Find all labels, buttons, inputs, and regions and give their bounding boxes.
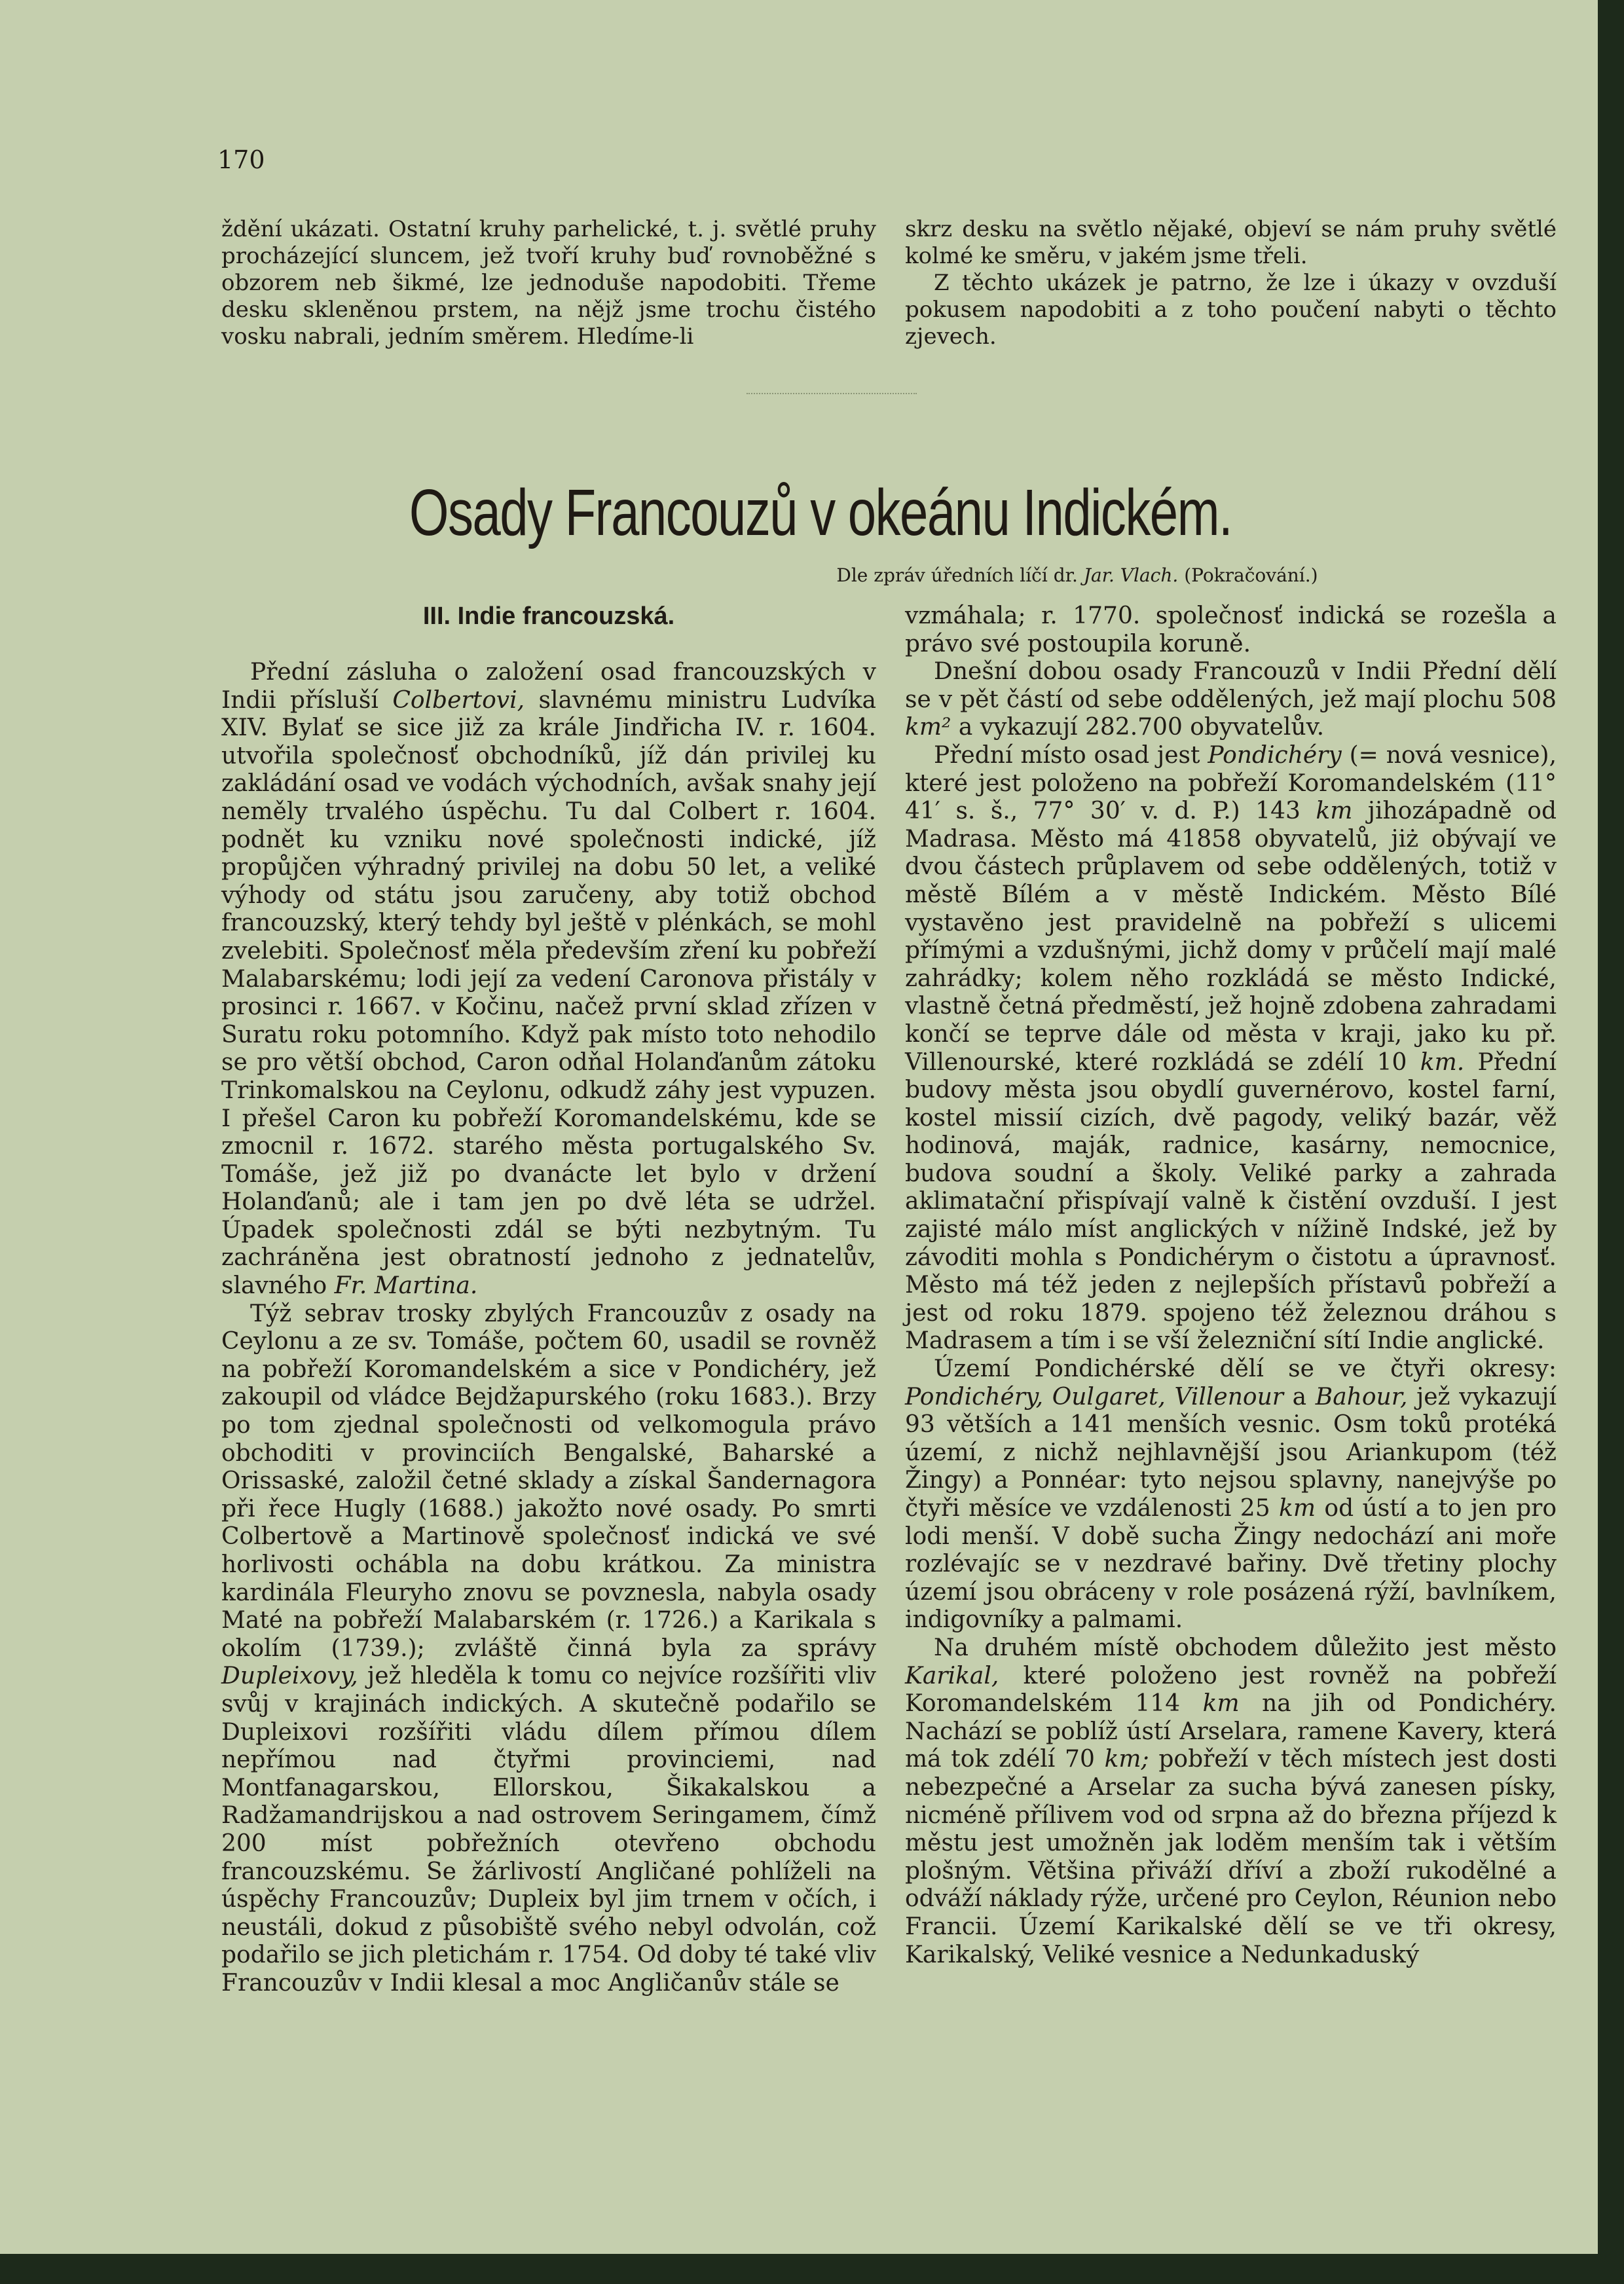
text-run: od ústí a to jen pro lodi menší. V době sucha Žingy nedochází ani moře rozlévajíc se v nezdravé bařiny. Dvě třetiny plochy území jsou obráceny v role posázená rýží, bavlníkem, indigovníky a palmami.: [905, 1495, 1557, 1634]
name-emphasis: Villenour: [1174, 1383, 1283, 1410]
right-column: [905, 602, 1557, 1969]
unit: km: [1279, 1495, 1316, 1522]
paragraph: [905, 1634, 1557, 1969]
byline-author: Jar. Vlach.: [1083, 564, 1179, 586]
name-emphasis: Pondichéry: [1208, 741, 1342, 769]
left-column: [221, 659, 876, 1998]
unit: km: [1202, 1690, 1240, 1718]
name-emphasis: Karikal,: [905, 1662, 999, 1689]
paragraph: vzmáhala; r. 1770. společnosť indická se rozešla a právo své postoupila koruně.: [905, 602, 1557, 657]
text-run: a: [1292, 1383, 1307, 1410]
paragraph: [221, 1300, 876, 1998]
paragraph: ždění ukázati. Ostatní kruhy parhelické, t. j. světlé pruhy procházející sluncem, jež tvoří kruhy buď rovnoběžné s obzorem neb šikmé, lze jednoduše napodobiti. Třeme desku skleněnou prstem, na nějž jsme trochu čistého vosku nabrali, jedním směrem. Hledíme-li: [221, 216, 876, 350]
name-emphasis: Colbertovi,: [392, 686, 525, 714]
text-run: Přední budovy města jsou obydlí guvernérovo, kostel farní, kostel missií cizích, dvě pagody, veliký bazár, věž hodinová, maják, radnice, kasárny, nemocnice, budova soudní a školy. Veliké parky a zahrada aklimatační přispívají valně k čistění ovzduší. I jest zajisté málo míst anglických v nížině Indské, jež by závoditi mohla s Pondichérym o čistotu a úpravnosť. Město má též jeden z nejlepších přístavů pobřeží a jest od roku 1879. spojeno též železnou dráhou s Madrasem a tím i se vší železniční sítí Indie anglické.: [905, 1048, 1557, 1355]
text-run: (= nová vesnice), které jest položeno na pobřeží Koromandelském (11° 41′ s. š., 77° 30′ v. d. P.) 143: [905, 741, 1557, 825]
name-emphasis: Oulgaret,: [1052, 1383, 1166, 1410]
article-title: Osady Francouzů v okeánu Indickém.: [409, 476, 1232, 549]
text-run: na jih od Pondichéry. Nachází se poblíž ústí Arselara, ramene Kavery, která má tok zdélí 70: [905, 1690, 1557, 1773]
paragraph: Z těchto ukázek je patrno, že lze i úkazy v ovzduší pokusem napodobiti a z toho poučení nabyti o těchto zjevech.: [905, 270, 1557, 350]
text-run: Přední místo osad jest: [934, 741, 1200, 769]
byline-continuation: (Pokračování.): [1184, 564, 1318, 586]
name-emphasis: Pondichéry,: [905, 1383, 1044, 1410]
top-right-paragraphs: [905, 216, 1557, 350]
paragraph: [905, 742, 1557, 1355]
paragraph: [905, 658, 1557, 742]
paragraph: [221, 659, 876, 1300]
text-run: a vykazují 282.700 obyvatelův.: [958, 714, 1325, 741]
name-emphasis: Dupleixovy,: [221, 1663, 358, 1690]
paragraph: [905, 1355, 1557, 1634]
section-separator: [747, 393, 917, 394]
paragraph: skrz desku na světlo nějaké, objeví se nám pruhy světlé kolmé ke směru, v jakém jsme třeli.: [905, 216, 1557, 269]
text-run: jihozápadně od Madrasa. Město má 41858 obyvatelů, jiż obývají ve dvou částech průplavem od sebe oddělených, totiž v městě Bílém a v městě Indickém. Město Bílé vystavěno jest pravidelně na pobřeží s ulicemi přímými a vzdušnými, jichž domy v průčelí mají malé zahrádky; kolem něho rozkládá se město Indické, vlastně četná předměstí, jež hojně zdobena zahradami končí se teprve dále od města v kraji, jako ku př. Villenourské, které rozkládá se zdélí 10: [905, 798, 1557, 1076]
text-run: pobřeží v těch místech jest dosti nebezpečné a Arselar za sucha bývá zanesen písky, nicméně přílivem vod od srpna až do března příjezd k městu jest umožněn jak loděm menším tak i větším plošným. Většina přiváží dříví a zboží rukodělné a odváží náklady rýže, určené pro Ceylon, Réunion nebo Francii. Území Karikalské dělí se ve tři okresy, Karikalský, Veliké vesnice a Nedunkaduský: [905, 1746, 1557, 1968]
name-emphasis: Bahour,: [1315, 1383, 1408, 1410]
byline: [602, 564, 1552, 586]
text-run: jež hleděla k tomu co nejvíce rozšířiti vliv svůj v krajinách indických. A skutečně podařilo se Dupleixovi rozšířiti vládu dílem přímou dílem nepřímou nad čtyřmi provinciemi, nad Montfanagarskou, Ellorskou, Šikakalskou a Radžamandrijskou a nad ostrovem Seringamem, čímž 200 míst pobřežních otevřeno obchodu francouzskému. Se žárlivostí Angličané pohlíželi na úspěchy Francouzův; Dupleix byl jim trnem v očích, i neustáli, dokud z působiště svého nebyl odvolán, což podařilo se jich pletichám r. 1754. Od doby té také vliv Francouzův v Indii klesal a moc Angličanův stále se: [221, 1663, 876, 1997]
text-run: Týž sebrav trosky zbylých Francouzův z osady na Ceylonu a ze sv. Tomáše, počtem 60, usadil se rovněž na pobřeží Koromandelském a sice v Pondichéry, jež zakoupil od vládce Bejdžapurského (roku 1683.). Brzy po tom zjednal společnosti od velkomogula právo obchoditi v provinciích Bengalské, Baharské a Orissaské, založil četné sklady a získal Šandernagora při řece Hugly (1688.) jakožto nové osady. Po smrti Colbertově a Martinově společnosť indická ve své horlivosti ochábla na dobu krátkou. Za ministra kardinála Fleuryho znovu se povznesla, nabyla osady Maté na pobřeží Malabarském (r. 1726.) a Karikala s okolím (1739.); zvláště činná byla za správy: [221, 1300, 876, 1662]
unit: km;: [1104, 1746, 1149, 1773]
text-run: které položeno jest rovněž na pobřeží Koromandelském 114: [905, 1662, 1557, 1718]
text-run: jež vykazují 93 větších a 141 menších vesnic. Osm toků protéká území, z nichž nejhlavnější jsou Ariankupom (též Žingy) a Ponnéar: tyto nejsou splavny, nanejvýše po čtyři měsíce ve vzdálenosti 25: [905, 1383, 1557, 1522]
text-run: Přední zásluha o založení osad francouzských v Indii přísluší: [221, 659, 876, 714]
unit: km²: [905, 714, 951, 741]
top-left-paragraph: [221, 216, 876, 350]
text-run: slavnému ministru Ludvíka XIV. Bylať se sice již za krále Jindřicha IV. r. 1604. utvořila společnosť obchodníků, jíž dán privilej ku zakládání osad ve vodách východních, avšak snahy její neměly trvalého úspěchu. Tu dal Colbert r. 1604. podnět ku vzniku nové společnosti indické, jíž propůjčen výhradný privilej na dobu 50 let, a veliké výhody od státu jsou zaručeny, aby totiž obchod francouzský, který tehdy byl ještě v plénkách, se mohl zvelebiti. Společnosť měla především zření ku pobřeží Malabarskému; lodi její za vedení Caronova přistály v prosinci r. 1667. v Kočinu, načež první sklad zřízen v Suratu roku potomního. Když pak místo toto nehodilo se pro větší obchod, Caron odňal Holanďanům zátoku Trinkomalskou na Ceylonu, odkudž záhy jest vypuzen. I přešel Caron ku pobřeží Koromandelskému, kde se zmocnil r. 1672. starého města portugalského Sv. Tomáše, jež již po dvanácte let bylo v držení Holanďanů; ale i tam jen po dvě léta se udržel. Úpadek společnosti zdál se býti nezbytným. Tu zachráněna jest obratností jednoho z jednatelův, slavného: [221, 686, 876, 1300]
unit: km: [1316, 798, 1353, 825]
name-emphasis: Fr. Martina.: [334, 1272, 478, 1300]
section-heading: III. Indie francouzská.: [422, 602, 675, 630]
text-run: Území Pondichérské dělí se ve čtyři okresy:: [934, 1355, 1557, 1383]
byline-prefix: Dle zpráv úředních líčí dr.: [836, 564, 1078, 586]
text-run: Na druhém místě obchodem důležito jest město: [934, 1634, 1557, 1661]
text-run: Dnešní dobou osady Francouzů v Indii Přední dělí se v pět částí od sebe oddělených, jež mají plochu 508: [905, 658, 1557, 713]
page-number: 170: [217, 145, 265, 174]
unit: km.: [1420, 1048, 1465, 1076]
